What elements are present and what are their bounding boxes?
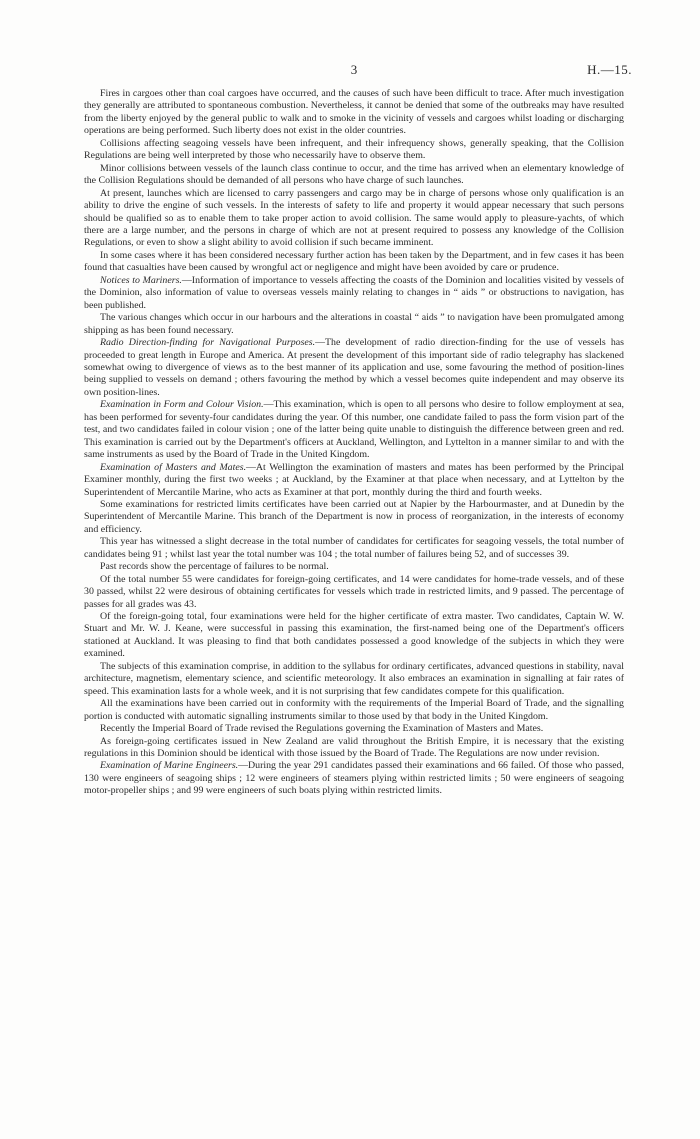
paragraph-extra-master: Of the foreign-going total, four examinations were held for the higher certificate of extra master. Two candidates, Captain W. W. Stuart and Mr. W. J. Keane, were successful in passing this examination, the first-named being one of the Department's officers stationed at Auckland. It was pleasing to find that both candidates possessed a good knowledge of the subjects in which they were examined.	[84, 611, 624, 660]
section-heading: Examination of Marine Engineers.	[100, 760, 239, 772]
paragraph-seagoing-collisions: Collisions affecting seagoing vessels have been infrequent, and their infrequency shows, generally speaking, that the Collision Regulations are being well interpreted by those who necessarily have to observe them.	[84, 137, 624, 162]
paragraph-past-records: Past records show the percentage of failures to be normal.	[100, 561, 329, 573]
paragraph-candidate-breakdown: Of the total number 55 were candidates for foreign-going certificates, and 14 were candidates for home-trade vessels, and of these 30 passed, whilst 22 were desirous of obtaining certificates for vessels which trade in restricted limits, and 9 passed. The percentage of passes for all grades was 43.	[84, 573, 624, 610]
page-number: 3	[350, 62, 358, 77]
paragraph-radio-direction-finding: Radio Direction-finding for Navigational Purposes.—The development of radio direction-finding for the use of vessels has proceeded to great length in Europe and America. At present the development of this important side of radio telegraphy has slackened somewhat owing to divergence of views as to the best manner of its application and use, some favouring the method of position-lines being supplied to vessels on demand ; others favouring the method by which a vessel becomes quite independent and may observe its own position-lines.	[84, 337, 624, 398]
section-heading: Notices to Mariners.	[100, 274, 182, 286]
paragraph-launch-collisions: Minor collisions between vessels of the launch class continue to occur, and the time has arrived when an elementary knowledge of the Collision Regulations should be demanded of all persons who have charge of such launches.	[84, 162, 624, 187]
paragraph-cargo-fires: Fires in cargoes other than coal cargoes have occurred, and the causes of such have been difficult to trace. After much investigation they generally are attributed to spontaneous combustion. Nevertheless, it cannot be denied that some of the outbreaks may have resulted from the liberty enjoyed by the general public to walk and to smoke in the vicinity of vessels and cargoes whilst loading or discharging operations are being performed. Such liberty does not exist in the older countries.	[84, 88, 624, 137]
paragraph-examination-subjects: The subjects of this examination comprise, in addition to the syllabus for ordinary certificates, advanced questions in stability, naval architecture, magnetism, elementary science, and scientific meteorology. It also embraces an examination in signalling at fair rates of speed. This examination lasts for a whole week, and it is not surprising that few candidates compete for this qualification.	[84, 660, 624, 697]
paragraph-candidate-decrease: This year has witnessed a slight decrease in the total number of candidates for certificates for seagoing vessels, the total number of candidates being 91 ; whilst last year the total number was 104 ; the total number of failures being 52, and of successes 39.	[84, 536, 624, 560]
paragraph-notices-to-mariners: Notices to Mariners.—Information of importance to vessels affecting the coasts of the Dominion and localities visited by vessels of the Dominion, also information of value to overseas vessels mainly relating to changes in “ aids ” or obstructions to navigation, has been published.	[84, 274, 624, 311]
section-heading: Examination in Form and Colour Vision.	[100, 399, 264, 411]
paragraph-restricted-limits: Some examinations for restricted limits certificates have been carried out at Napier by the Harbourmaster, and at Dunedin by the Superintendent of Mercantile Marine. This branch of the Department is now in process of reorganization, in the interests of economy and efficiency.	[84, 498, 624, 535]
paragraph-launch-licensing: At present, launches which are licensed to carry passengers and cargo may be in charge of persons whose only qualification is an ability to drive the engine of such vessels. In the interests of safety to life and property it would appear necessary that such persons should be qualified so as to enable them to take proper action to avoid collision. The same would apply to pleasure-yachts, of which there are a large number, and the persons in charge of which are not at present required to possess any knowledge of the Collision Regulations, or even to show a slight ability to avoid collision if such became imminent.	[84, 187, 624, 249]
body-text	[84, 88, 624, 798]
paragraph-foreign-going-certificates: As foreign-going certificates issued in New Zealand are valid throughout the British Empire, it is necessary that the existing regulations in this Dominion should be identical with those issued by the Board of Trade. The Regulations are now under revision.	[84, 735, 624, 760]
page-header	[84, 62, 632, 88]
paragraph-regulations-revised: Recently the Imperial Board of Trade revised the Regulations governing the Examination of Masters and Mates.	[100, 723, 544, 735]
paragraph-masters-mates-examination: Examination of Masters and Mates.—At Wellington the examination of masters and mates has been performed by the Principal Examiner monthly, during the first two weeks ; at Auckland, by the Examiner at that place when necessary, and at Lyttelton by the Superintendent of Mercantile Marine, who acts as Examiner at that port, monthly during the third and fourth weeks.	[84, 461, 624, 498]
paragraph-board-of-trade-conformity: All the examinations have been carried out in conformity with the requirements of the Imperial Board of Trade, and the signalling portion is conducted with automatic signalling instruments similar to those used by that body in the United Kingdom.	[84, 698, 624, 722]
paragraph-marine-engineers: Examination of Marine Engineers.—During the year 291 candidates passed their examinations and 66 failed. Of those who passed, 130 were engineers of seagoing ships ; 12 were engineers of steamers plying within restricted limits ; 50 were engineers of seagoing motor-propeller ships ; and 99 were engineers of such boats plying within restricted limits.	[84, 760, 624, 797]
report-code: H.—15.	[587, 62, 632, 77]
section-heading: Examination of Masters and Mates.	[100, 461, 247, 473]
paragraph-department-action: In some cases where it has been considered necessary further action has been taken by the Department, and in few cases it has been found that casualties have been caused by wrongful act or negligence and might have been avoided by care or prudence.	[84, 249, 624, 274]
section-heading: Radio Direction-finding for Navigational Purposes.	[100, 337, 316, 349]
paragraph-vision-examination: Examination in Form and Colour Vision.—This examination, which is open to all persons who desire to follow employment at sea, has been performed for seventy-four candidates during the year. Of this number, one candidate failed to pass the form vision part of the test, and two candidates failed in colour vision ; one of the latter being quite unable to distinguish the difference between green and red. This examination is carried out by the Department's officers at Auckland, Wellington, and Lyttelton in a manner similar to and with the same instruments as used by the Board of Trade in the United Kingdom.	[84, 399, 624, 461]
paragraph-harbour-changes: The various changes which occur in our harbours and the alterations in coastal “ aids ” to navigation have been promulgated among shipping as has been found necessary.	[84, 312, 624, 336]
